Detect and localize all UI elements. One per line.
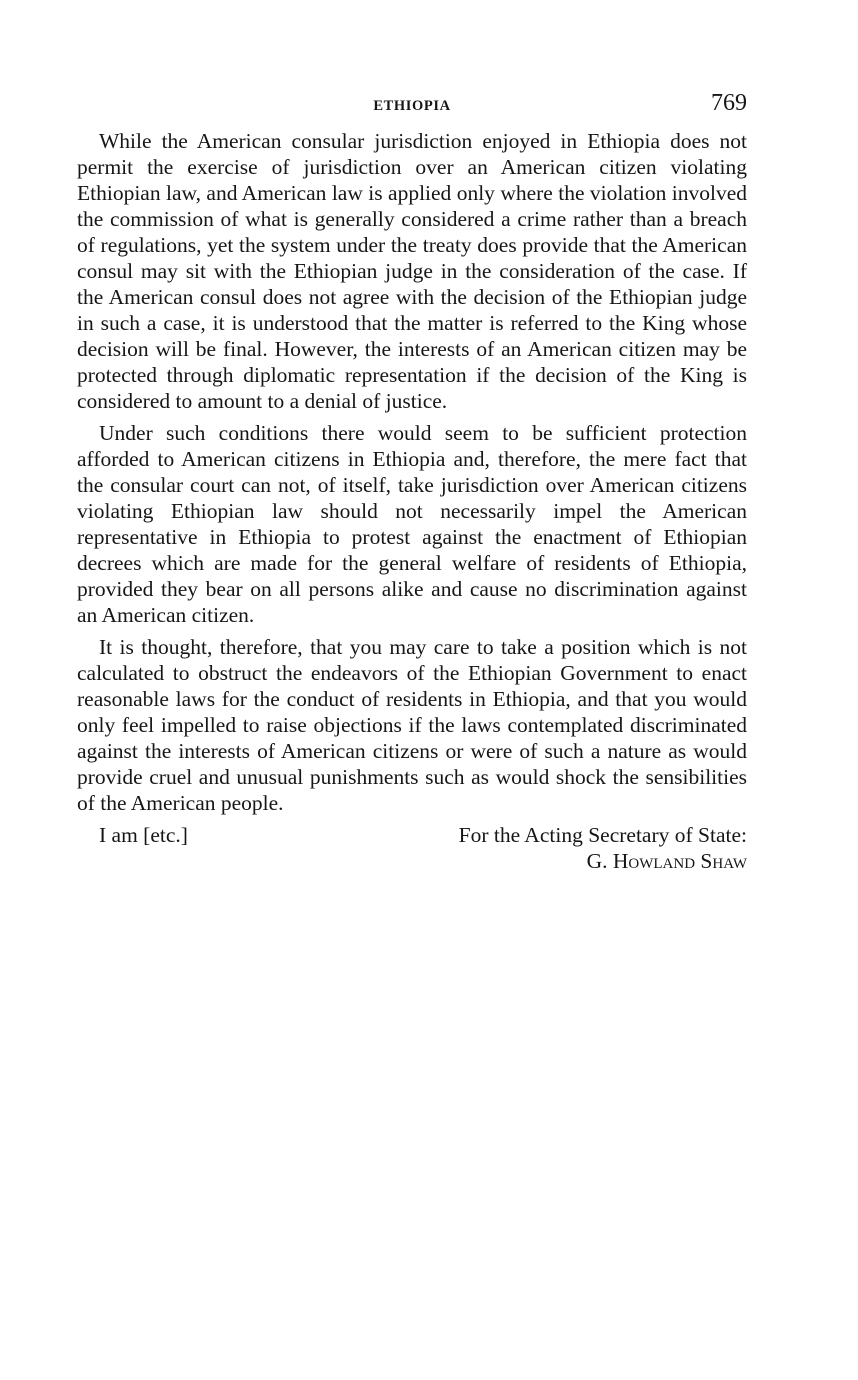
complimentary-close: I am [etc.] [99, 823, 188, 847]
document-page [77, 88, 747, 874]
closing-row [77, 822, 747, 848]
paragraph: While the American consular jurisdiction enjoyed in Ethiopia does not permit the exercise of jurisdiction over an American citizen violating Ethiopian law, and American law is applied only where the violation involved the commission of what is generally considered a crime rather than a breach of regulations, yet the system under the treaty does provide that the American consul may sit with the Ethiopian judge in the consideration of the case. If the American consul does not agree with the decision of the Ethiopian judge in such a case, it is understood that the matter is referred to the King whose decision will be final. However, the interests of an American citizen may be protected through diplomatic representation if the decision of the King is considered to amount to a denial of justice. [77, 129, 747, 413]
signatory-line: For the Acting Secretary of State: [458, 823, 747, 847]
paragraph: Under such conditions there would seem to be sufficient protection afforded to American citizens in Ethiopia and, therefore, the mere fact that the consular court can not, of itself, take jurisdiction over American citizens violating Ethiopian law should not necessarily impel the American representative in Ethiopia to protest against the enactment of Ethiopian decrees which are made for the general welfare of residents of Ethiopia, provided they bear on all persons alike and cause no discrimination against an American citizen. [77, 421, 747, 627]
running-title: ETHIOPIA [373, 98, 451, 114]
paragraph: It is thought, therefore, that you may care to take a position which is not calculated to obstruct the endeavors of the Ethiopian Government to enact reasonable laws for the conduct of residents in Ethiopia, and that you would only feel impelled to raise objections if the laws contemplated discriminated against the interests of American citizens or were of such a nature as would provide cruel and unusual punishments such as would shock the sensibilities of the American people. [77, 635, 747, 815]
running-head [77, 88, 747, 128]
page-number: 769 [711, 90, 747, 116]
signature-block [77, 848, 747, 874]
body-text [77, 128, 747, 816]
signatory-name: G. Howland Shaw [586, 849, 747, 873]
